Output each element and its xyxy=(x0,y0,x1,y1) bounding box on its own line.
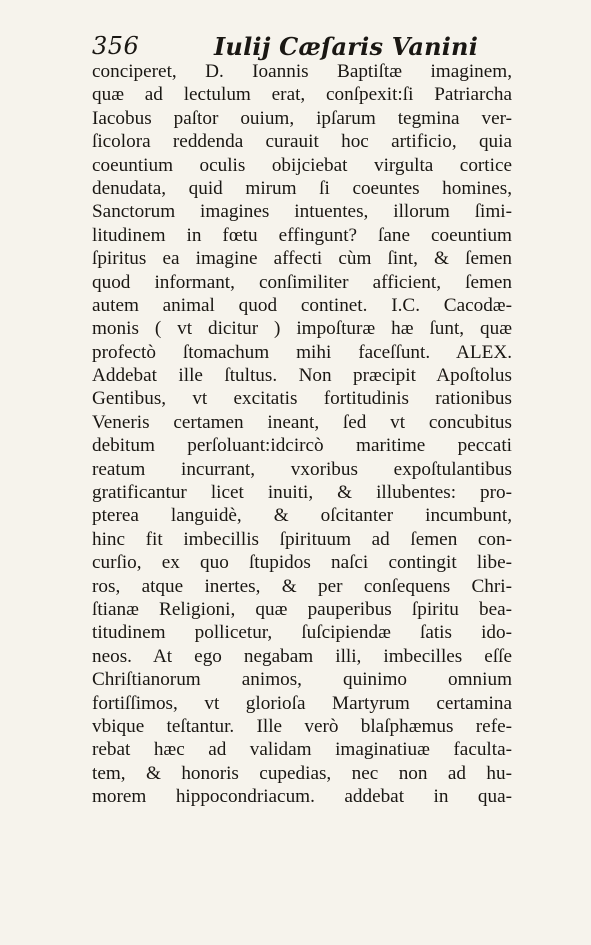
text-line: tem, & honoris cupedias, nec non ad hu- xyxy=(92,762,512,784)
text-line: quæ ad lectulum erat, conſpexit:ſi Patriarcha xyxy=(92,84,512,106)
text-line: Chriſtianorum animos, quinimo omnium xyxy=(92,669,512,691)
text-line: debitum perſoluant:idcircò maritime peccati xyxy=(92,435,512,457)
text-line: hinc fit imbecillis ſpirituum ad ſemen con- xyxy=(92,528,512,550)
text-line: gratificantur licet inuiti, & illubentes: pro- xyxy=(92,482,512,504)
text-line: morem hippocondriacum. addebat in qua- xyxy=(92,786,512,808)
running-title: Iulij Cæſaris Vanini xyxy=(214,32,479,61)
text-line: monis ( vt dicitur ) impoſturæ hæ ſunt, quæ xyxy=(92,318,512,340)
page-number: 356 xyxy=(92,32,140,60)
text-line: ros, atque inertes, & per conſequens Chri- xyxy=(92,575,512,597)
text-line: litudinem in fœtu effingunt? ſane coeuntium xyxy=(92,224,512,246)
text-line: conciperet, D. Ioannis Baptiſtæ imaginem, xyxy=(92,61,512,82)
text-line: neos. At ego negabam illi, imbecilles eſſe xyxy=(92,645,512,667)
text-line: reatum incurrant, vxoribus expoſtulantibus xyxy=(92,458,512,480)
text-line: ſicolora reddenda curauit hoc artificio, quia xyxy=(92,131,512,153)
text-line: pterea languidè, & oſcitanter incumbunt, xyxy=(92,505,512,527)
text-line: rebat hæc ad validam imaginatiuæ facultа- xyxy=(92,739,512,761)
text-line: autem animal quod continet. I.C. Cacodæ- xyxy=(92,294,512,316)
text-line: Veneris certamen ineant, ſed vt concubitus xyxy=(92,411,512,433)
text-line: ſpiritus ea imagine affecti cùm ſint, & ſemen xyxy=(92,248,512,270)
text-line: titudinem pollicetur, ſuſcipiendæ ſatis ido- xyxy=(92,622,512,644)
text-line: Addebat ille ſtultus. Non præcipit Apoſtolus xyxy=(92,365,512,387)
text-line: Sanctorum imagines intuentes, illorum ſimi- xyxy=(92,201,512,223)
text-line: Iacobus paſtor ouium, ipſarum tegmina ver- xyxy=(92,107,512,129)
text-line: ſtianæ Religioni, quæ pauperibus ſpiritu bea- xyxy=(92,598,512,620)
running-head xyxy=(92,30,522,64)
text-line: curſio, ex quo ſtupidos naſci contingit libe- xyxy=(92,552,512,574)
text-line: denudata, quid mirum ſi coeuntes homines, xyxy=(92,177,512,199)
text-line: quod informant, conſimiliter afficient, ſemen xyxy=(92,271,512,293)
text-line: profectò ſtomachum mihi faceſſunt. ALEX. xyxy=(92,341,512,363)
text-line: vbique teſtantur. Ille verò blaſphæmus refe- xyxy=(92,715,512,737)
text-line: coeuntium oculis obijciebat virgulta cortice xyxy=(92,154,512,176)
text-line: fortiſſimos, vt glorioſa Martyrum certamina xyxy=(92,692,512,714)
text-line: Gentibus, vt excitatis fortitudinis rationibus xyxy=(92,388,512,410)
body-text xyxy=(92,60,512,809)
